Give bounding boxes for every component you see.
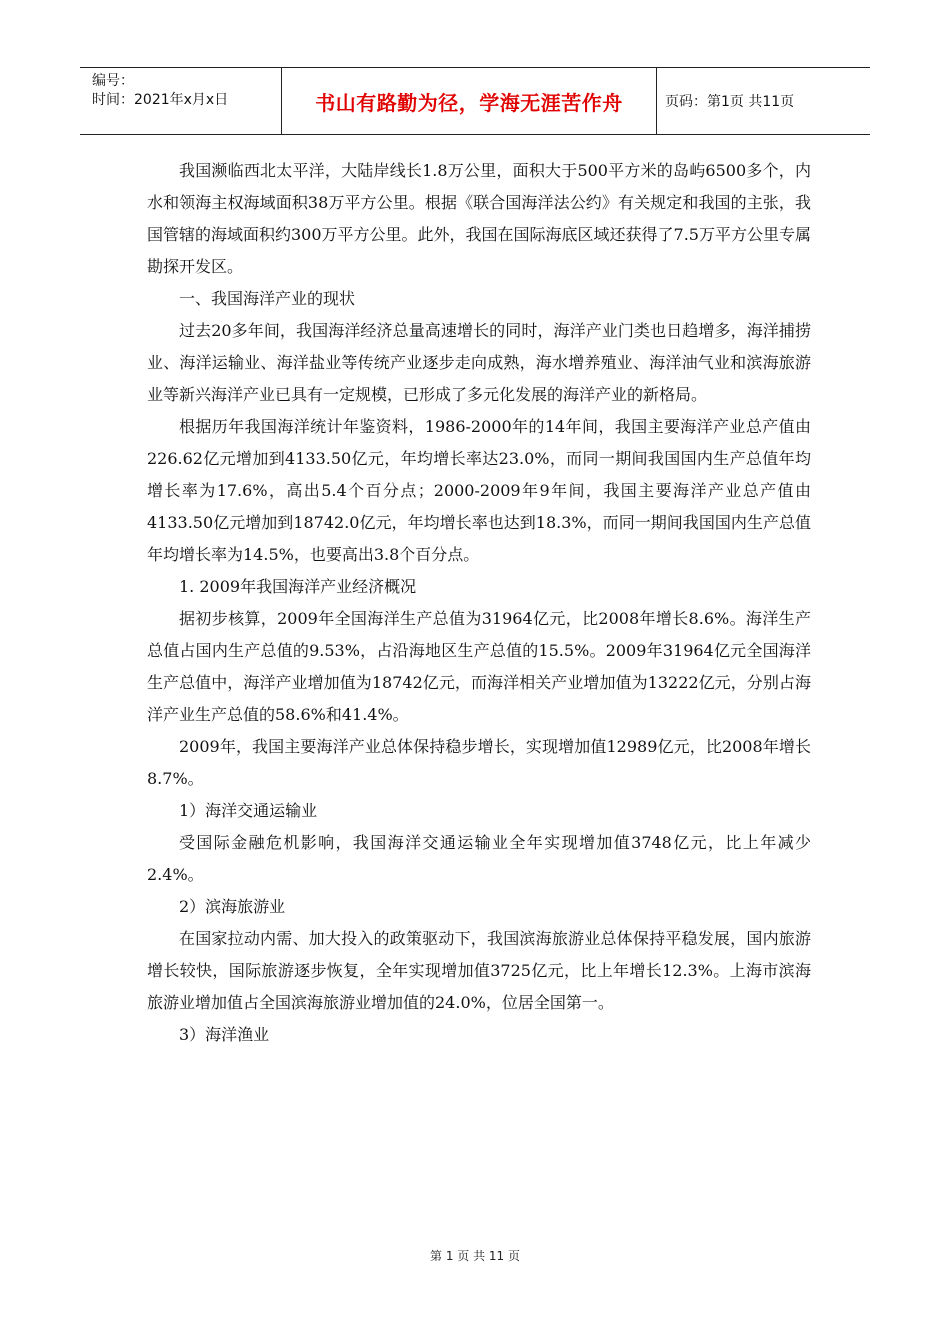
header-page-info: 页码：第1页 共11页 <box>665 94 795 110</box>
serial-number-label: 编号： <box>92 73 134 89</box>
header-motto: 书山有路勤为径，学海无涯苦作舟 <box>282 68 657 134</box>
paragraph: 根据历年我国海洋统计年鉴资料，1986-2000年的14年间，我国主要海洋产业总产值由226.62亿元增加到4133.50亿元，年均增长率达23.0%，而同一期间我国国内生产总值年均增长率为17.6%，高出5.4个百分点；2000-2009年9年间，我国主要海洋产业总产值由4133.50亿元增加到18742.0亿元，年均增长率也达到18.3%，而同一期间我国国内生产总值年均增长率为14.5%，也要高出3.8个百分点。 <box>147 417 811 564</box>
item-heading-tourism: 2）滨海旅游业 <box>179 897 286 916</box>
paragraph: 在国家拉动内需、加大投入的政策驱动下，我国滨海旅游业总体保持平稳发展，国内旅游增长较快，国际旅游逐步恢复，全年实现增加值3725亿元，比上年增长12.3%。上海市滨海旅游业增加值占全国滨海旅游业增加值的24.0%，位居全国第一。 <box>147 929 811 1012</box>
header-meta <box>80 68 282 134</box>
item-heading-fishery: 3）海洋渔业 <box>179 1025 270 1044</box>
item-heading-transport: 1）海洋交通运输业 <box>179 801 318 820</box>
subsection-heading-1: 1. 2009年我国海洋产业经济概况 <box>179 577 417 596</box>
section-heading-1: 一、我国海洋产业的现状 <box>179 289 356 308</box>
paragraph: 过去20多年间，我国海洋经济总量高速增长的同时，海洋产业门类也日趋增多，海洋捕捞业、海洋运输业、海洋盐业等传统产业逐步走向成熟，海水增养殖业、海洋油气业和滨海旅游业等新兴海洋产业已具有一定规模，已形成了多元化发展的海洋产业的新格局。 <box>147 321 811 404</box>
page-header <box>80 67 870 135</box>
document-body <box>147 155 811 1051</box>
page-footer: 第 1 页 共 11 页 <box>430 1249 520 1263</box>
paragraph: 受国际金融危机影响，我国海洋交通运输业全年实现增加值3748亿元，比上年减少2.4%。 <box>147 833 811 884</box>
paragraph-intro: 我国濒临西北太平洋，大陆岸线长1.8万公里，面积大于500平方米的岛屿6500多个，内水和领海主权海域面积38万平方公里。根据《联合国海洋法公约》有关规定和我国的主张，我国管辖的海域面积约300万平方公里。此外，我国在国际海底区域还获得了7.5万平方公里专属勘探开发区。 <box>147 161 811 276</box>
paragraph: 据初步核算，2009年全国海洋生产总值为31964亿元，比2008年增长8.6%。海洋生产总值占国内生产总值的9.53%，占沿海地区生产总值的15.5%。2009年31964亿元全国海洋生产总值中，海洋产业增加值为18742亿元，而海洋相关产业增加值为13222亿元，分别占海洋产业生产总值的58.6%和41.4%。 <box>147 609 811 724</box>
date-label: 时间：2021年x月x日 <box>92 92 229 108</box>
paragraph: 2009年，我国主要海洋产业总体保持稳步增长，实现增加值12989亿元，比2008年增长8.7%。 <box>147 737 811 788</box>
